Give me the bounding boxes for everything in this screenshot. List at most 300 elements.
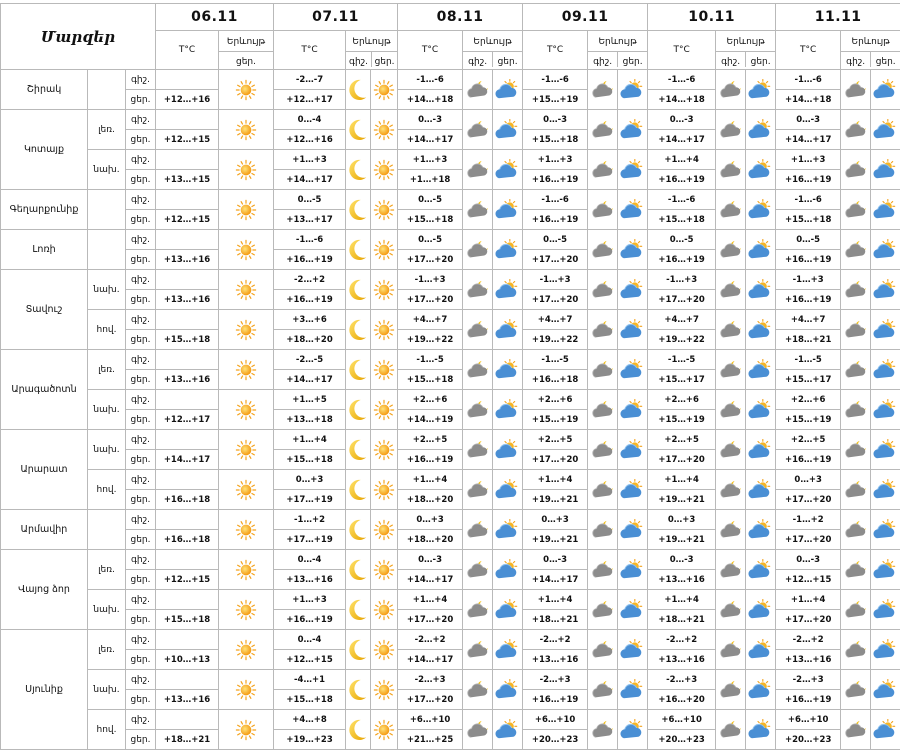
temp-cell: 0…-4 (274, 110, 346, 130)
weather-icon-cell (493, 470, 523, 510)
partly-cloudy-day-icon (871, 79, 900, 101)
partly-cloudy-night-icon (716, 79, 745, 101)
weather-icon-cell (346, 510, 371, 550)
table-row (1, 550, 900, 570)
weather-icon-cell (371, 470, 398, 510)
temp-cell: +16…+20 (648, 690, 716, 710)
temp-cell: +15…+18 (648, 210, 716, 230)
temp-cell: 0…-5 (398, 230, 463, 250)
table-row (1, 630, 900, 650)
weather-icon-cell (346, 70, 371, 110)
region-name: Արմավիր (1, 510, 88, 550)
partly-cloudy-day-icon (493, 159, 522, 181)
weather-icon-cell (219, 230, 274, 270)
temp-cell: -1…-6 (523, 70, 588, 90)
date-header: 10.11 (648, 4, 776, 31)
weather-icon-cell (463, 630, 493, 670)
partly-cloudy-night-icon (588, 559, 617, 581)
moon-icon (346, 718, 370, 742)
weather-icon-cell (588, 110, 618, 150)
partly-cloudy-night-icon (463, 199, 492, 221)
partly-cloudy-day-icon (746, 239, 775, 261)
temp-cell: +2…+5 (776, 430, 841, 450)
weather-icon-cell (371, 270, 398, 310)
temp-cell: 0…-5 (398, 190, 463, 210)
temp-cell: +1…+3 (274, 590, 346, 610)
partly-cloudy-day-icon (871, 199, 900, 221)
weather-icon-cell (219, 710, 274, 750)
phenomenon-header (841, 31, 900, 70)
temp-cell: +1…+4 (648, 470, 716, 490)
sun-icon (219, 479, 273, 501)
temp-cell: 0…-3 (398, 110, 463, 130)
sun-icon (219, 79, 273, 101)
weather-icon-cell (493, 230, 523, 270)
partly-cloudy-night-icon (716, 319, 745, 341)
time-of-day-label: ցեր. (126, 730, 156, 750)
temp-cell: +15…+17 (648, 370, 716, 390)
weather-icon-cell (618, 110, 648, 150)
weather-icon-cell (219, 550, 274, 590)
weather-icon-cell (493, 670, 523, 710)
weather-icon-cell (588, 670, 618, 710)
temp-cell: -1…-6 (648, 70, 716, 90)
temp-cell: +17…+20 (648, 450, 716, 470)
temp-cell: 0…-4 (274, 550, 346, 570)
partly-cloudy-night-icon (463, 479, 492, 501)
weather-icon-cell (841, 190, 871, 230)
weather-icon-cell (618, 270, 648, 310)
partly-cloudy-day-icon (493, 119, 522, 141)
temp-cell: +2…+6 (648, 390, 716, 410)
temp-cell: +14…+17 (274, 170, 346, 190)
weather-icon-cell (371, 310, 398, 350)
time-of-day-label: գիշ. (126, 270, 156, 290)
time-of-day-label: ցեր. (126, 250, 156, 270)
temp-cell: 0…-5 (776, 230, 841, 250)
temp-cell: +17…+19 (274, 530, 346, 550)
partly-cloudy-day-icon (618, 239, 647, 261)
phenomenon-day-label: ցեր. (497, 56, 518, 67)
weather-icon-cell (346, 390, 371, 430)
time-of-day-label: ցեր. (126, 170, 156, 190)
weather-icon-cell (346, 150, 371, 190)
table-row (1, 510, 900, 530)
weather-icon-cell (463, 350, 493, 390)
partly-cloudy-night-icon (588, 159, 617, 181)
weather-icon-cell (493, 510, 523, 550)
temp-cell: +17…+20 (776, 610, 841, 630)
temp-cell: +15…+18 (776, 210, 841, 230)
weather-icon-cell (493, 390, 523, 430)
temp-cell (156, 70, 219, 90)
partly-cloudy-night-icon (716, 119, 745, 141)
weather-icon-cell (746, 710, 776, 750)
weather-icon-cell (371, 110, 398, 150)
time-of-day-label: գիշ. (126, 150, 156, 170)
subregion-label: նախ. (88, 390, 126, 430)
temp-cell: +14…+17 (648, 130, 716, 150)
temp-cell: +19…+21 (523, 530, 588, 550)
partly-cloudy-day-icon (493, 519, 522, 541)
temp-cell: +15…+18 (398, 370, 463, 390)
weather-icon-cell (871, 710, 900, 750)
weather-icon-cell (346, 350, 371, 390)
partly-cloudy-night-icon (841, 519, 870, 541)
temp-cell: +16…+19 (274, 250, 346, 270)
phenomenon-header (463, 31, 523, 70)
temp-cell: -2…-7 (274, 70, 346, 90)
phenomenon-night-label: գիշ. (346, 52, 372, 67)
partly-cloudy-day-icon (493, 239, 522, 261)
temp-cell: 0…-3 (523, 110, 588, 130)
temp-cell: +18…+20 (398, 530, 463, 550)
region-name: Շիրակ (1, 70, 88, 110)
weather-icon-cell (746, 670, 776, 710)
weather-icon-cell (219, 70, 274, 110)
weather-icon-cell (716, 150, 746, 190)
sun-icon (371, 639, 397, 661)
weather-icon-cell (219, 190, 274, 230)
date-header-row (1, 4, 900, 31)
temp-cell: +13…+18 (274, 410, 346, 430)
region-name: Արագածոտն (1, 350, 88, 430)
partly-cloudy-day-icon (746, 319, 775, 341)
moon-icon (346, 118, 370, 142)
moon-icon (346, 158, 370, 182)
temp-cell: -1…+3 (776, 270, 841, 290)
temp-cell: +17…+20 (398, 610, 463, 630)
temp-cell: +18…+21 (523, 610, 588, 630)
temp-cell: +4…+7 (523, 310, 588, 330)
subregion-label: նախ. (88, 430, 126, 470)
weather-icon-cell (371, 430, 398, 470)
temp-cell: +16…+19 (776, 690, 841, 710)
table-row (1, 70, 900, 90)
weather-icon-cell (588, 350, 618, 390)
subregion-label: հով. (88, 470, 126, 510)
partly-cloudy-day-icon (618, 519, 647, 541)
temp-cell: +16…+19 (648, 170, 716, 190)
phenomenon-day-label: ցեր. (622, 56, 643, 67)
partly-cloudy-night-icon (463, 79, 492, 101)
moon-icon (346, 638, 370, 662)
temp-cell: 0…-4 (274, 630, 346, 650)
weather-icon-cell (346, 270, 371, 310)
date-header: 07.11 (274, 4, 398, 31)
partly-cloudy-day-icon (871, 159, 900, 181)
temp-cell: -2…+3 (398, 670, 463, 690)
weather-icon-cell (841, 350, 871, 390)
partly-cloudy-night-icon (463, 639, 492, 661)
phenomenon-day-label: ցեր. (374, 56, 395, 67)
weather-icon-cell (716, 350, 746, 390)
region-name: Արարատ (1, 430, 88, 510)
temp-cell: +6…+10 (398, 710, 463, 730)
temp-cell: +19…+23 (274, 730, 346, 750)
partly-cloudy-night-icon (841, 359, 870, 381)
temp-cell (156, 350, 219, 370)
table-row (1, 430, 900, 450)
weather-icon-cell (463, 710, 493, 750)
weather-icon-cell (618, 310, 648, 350)
phenomenon-label: Երևույթ (463, 34, 522, 52)
weather-icon-cell (746, 430, 776, 470)
weather-icon-cell (841, 70, 871, 110)
phenomenon-label: Երևույթ (219, 34, 273, 52)
date-header: 09.11 (523, 4, 648, 31)
weather-icon-cell (463, 310, 493, 350)
weather-icon-cell (371, 70, 398, 110)
weather-icon-cell (841, 670, 871, 710)
subregion-label (88, 510, 126, 550)
partly-cloudy-day-icon (871, 639, 900, 661)
sun-icon (371, 479, 397, 501)
partly-cloudy-night-icon (588, 399, 617, 421)
partly-cloudy-day-icon (618, 159, 647, 181)
temp-cell: 0…-3 (398, 550, 463, 570)
table-row (1, 110, 900, 130)
weather-icon-cell (871, 670, 900, 710)
forecast-table-body (1, 4, 900, 750)
subregion-label: նախ. (88, 590, 126, 630)
partly-cloudy-day-icon (746, 559, 775, 581)
temp-cell: +15…+19 (523, 410, 588, 430)
sun-icon (371, 239, 397, 261)
temp-cell: +12…+16 (274, 130, 346, 150)
partly-cloudy-night-icon (463, 119, 492, 141)
partly-cloudy-night-icon (841, 479, 870, 501)
weather-icon-cell (746, 150, 776, 190)
moon-icon (346, 438, 370, 462)
partly-cloudy-night-icon (716, 639, 745, 661)
temp-cell: -1…-6 (398, 70, 463, 90)
temp-cell: +13…+16 (648, 570, 716, 590)
temp-cell: -1…-5 (648, 350, 716, 370)
sun-icon (371, 199, 397, 221)
weather-icon-cell (841, 550, 871, 590)
temp-cell: +16…+19 (274, 610, 346, 630)
temp-cell: +14…+17 (398, 570, 463, 590)
partly-cloudy-day-icon (871, 239, 900, 261)
temp-cell: +14…+18 (776, 90, 841, 110)
temp-cell: -2…+2 (776, 630, 841, 650)
temp-cell: +12…+15 (776, 570, 841, 590)
temp-cell: -1…-5 (523, 350, 588, 370)
temp-cell: +15…+18 (274, 690, 346, 710)
region-name: Կոտայք (1, 110, 88, 190)
temp-cell: +15…+18 (274, 450, 346, 470)
weather-icon-cell (371, 670, 398, 710)
subregion-label (88, 70, 126, 110)
partly-cloudy-day-icon (618, 719, 647, 741)
temp-cell: +19…+21 (523, 490, 588, 510)
sun-icon (371, 519, 397, 541)
partly-cloudy-day-icon (871, 399, 900, 421)
weather-icon-cell (588, 550, 618, 590)
partly-cloudy-day-icon (618, 599, 647, 621)
temp-cell: -1…-6 (776, 70, 841, 90)
weather-icon-cell (716, 310, 746, 350)
temp-cell: +15…+19 (523, 90, 588, 110)
temp-cell: -1…+2 (274, 510, 346, 530)
weather-icon-cell (716, 710, 746, 750)
weather-icon-cell (618, 470, 648, 510)
temp-cell: 0…-3 (523, 550, 588, 570)
temp-cell: +15…+18 (398, 210, 463, 230)
partly-cloudy-night-icon (588, 199, 617, 221)
sun-icon (371, 319, 397, 341)
temp-cell: +1…+4 (648, 150, 716, 170)
temp-cell: +1…+4 (648, 590, 716, 610)
partly-cloudy-night-icon (588, 599, 617, 621)
temp-cell: +12…+15 (274, 650, 346, 670)
temp-cell: +17…+20 (398, 250, 463, 270)
weather-icon-cell (618, 230, 648, 270)
weather-icon-cell (746, 630, 776, 670)
regions-column-header: Մարզեր (1, 4, 156, 70)
weather-icon-cell (588, 70, 618, 110)
partly-cloudy-day-icon (871, 359, 900, 381)
temp-cell: -1…-6 (523, 190, 588, 210)
partly-cloudy-night-icon (463, 159, 492, 181)
date-header: 06.11 (156, 4, 274, 31)
sun-icon (371, 159, 397, 181)
temp-cell: +13…+16 (156, 370, 219, 390)
temp-cell: +2…+6 (523, 390, 588, 410)
sun-icon (371, 599, 397, 621)
partly-cloudy-night-icon (463, 239, 492, 261)
temp-cell: 0…-5 (523, 230, 588, 250)
weather-icon-cell (871, 510, 900, 550)
partly-cloudy-day-icon (493, 639, 522, 661)
weather-icon-cell (841, 630, 871, 670)
weather-icon-cell (618, 70, 648, 110)
temp-cell: +15…+18 (523, 130, 588, 150)
temp-cell: +12…+16 (156, 90, 219, 110)
temp-cell: +20…+23 (523, 730, 588, 750)
table-row (1, 670, 900, 690)
partly-cloudy-night-icon (841, 159, 870, 181)
partly-cloudy-night-icon (588, 519, 617, 541)
partly-cloudy-night-icon (463, 679, 492, 701)
temp-cell: +1…+4 (398, 590, 463, 610)
weather-icon-cell (463, 150, 493, 190)
temp-cell: 0…+3 (648, 510, 716, 530)
weather-icon-cell (871, 270, 900, 310)
temp-cell: +6…+10 (776, 710, 841, 730)
weather-icon-cell (588, 510, 618, 550)
temp-cell: 0…+3 (274, 470, 346, 490)
weather-icon-cell (588, 630, 618, 670)
weather-icon-cell (493, 190, 523, 230)
partly-cloudy-night-icon (716, 359, 745, 381)
partly-cloudy-night-icon (841, 639, 870, 661)
weather-icon-cell (746, 270, 776, 310)
moon-icon (346, 78, 370, 102)
temp-cell: +16…+19 (523, 210, 588, 230)
temp-cell: +12…+15 (156, 210, 219, 230)
temp-cell: +14…+17 (398, 650, 463, 670)
partly-cloudy-night-icon (588, 439, 617, 461)
temp-cell: +2…+5 (398, 430, 463, 450)
temp-cell: +3…+6 (274, 310, 346, 330)
partly-cloudy-night-icon (588, 239, 617, 261)
time-of-day-label: ցեր. (126, 90, 156, 110)
region-name: Լոռի (1, 230, 88, 270)
partly-cloudy-night-icon (588, 79, 617, 101)
weather-icon-cell (371, 510, 398, 550)
time-of-day-label: ցեր. (126, 570, 156, 590)
temp-cell (156, 590, 219, 610)
weather-icon-cell (588, 390, 618, 430)
table-row (1, 230, 900, 250)
weather-icon-cell (371, 630, 398, 670)
moon-icon (346, 318, 370, 342)
temp-cell: -1…+2 (776, 510, 841, 530)
temp-cell: +17…+20 (523, 250, 588, 270)
temp-cell: +14…+18 (398, 90, 463, 110)
weather-icon-cell (841, 390, 871, 430)
weather-icon-cell (841, 230, 871, 270)
temp-cell: +16…+19 (274, 290, 346, 310)
phenomenon-day-label: ցեր. (236, 56, 256, 67)
weather-icon-cell (219, 350, 274, 390)
temp-cell: +17…+20 (398, 690, 463, 710)
temp-cell: +15…+18 (156, 610, 219, 630)
weather-icon-cell (371, 710, 398, 750)
temp-cell: +16…+18 (156, 530, 219, 550)
table-row (1, 590, 900, 610)
temp-cell: +17…+20 (523, 450, 588, 470)
temp-cell: +13…+15 (156, 170, 219, 190)
table-row (1, 270, 900, 290)
temp-cell: -1…+3 (398, 270, 463, 290)
time-of-day-label: գիշ. (126, 510, 156, 530)
temp-cell: +12…+17 (156, 410, 219, 430)
subregion-label: լեռ. (88, 630, 126, 670)
moon-icon (346, 278, 370, 302)
temp-cell: +19…+21 (648, 530, 716, 550)
subregion-label (88, 230, 126, 270)
temp-cell (156, 670, 219, 690)
weather-icon-cell (618, 550, 648, 590)
weather-icon-cell (716, 630, 746, 670)
temp-cell (156, 470, 219, 490)
temp-cell (156, 710, 219, 730)
weather-icon-cell (618, 390, 648, 430)
time-of-day-label: գիշ. (126, 70, 156, 90)
phenomenon-label: Երևույթ (716, 34, 775, 52)
temp-cell: -2…+3 (523, 670, 588, 690)
partly-cloudy-day-icon (746, 719, 775, 741)
temp-cell: +16…+19 (648, 250, 716, 270)
temp-cell: -2…+2 (523, 630, 588, 650)
partly-cloudy-day-icon (618, 119, 647, 141)
sun-icon (371, 79, 397, 101)
partly-cloudy-day-icon (746, 159, 775, 181)
region-name: Սյունիք (1, 630, 88, 750)
subregion-label: նախ. (88, 270, 126, 310)
partly-cloudy-day-icon (618, 679, 647, 701)
temp-cell: +17…+20 (648, 290, 716, 310)
weather-icon-cell (716, 590, 746, 630)
temp-cell: +19…+22 (523, 330, 588, 350)
sun-icon (219, 559, 273, 581)
time-of-day-label: գիշ. (126, 710, 156, 730)
temp-header: T°C (398, 31, 463, 70)
moon-icon (346, 518, 370, 542)
